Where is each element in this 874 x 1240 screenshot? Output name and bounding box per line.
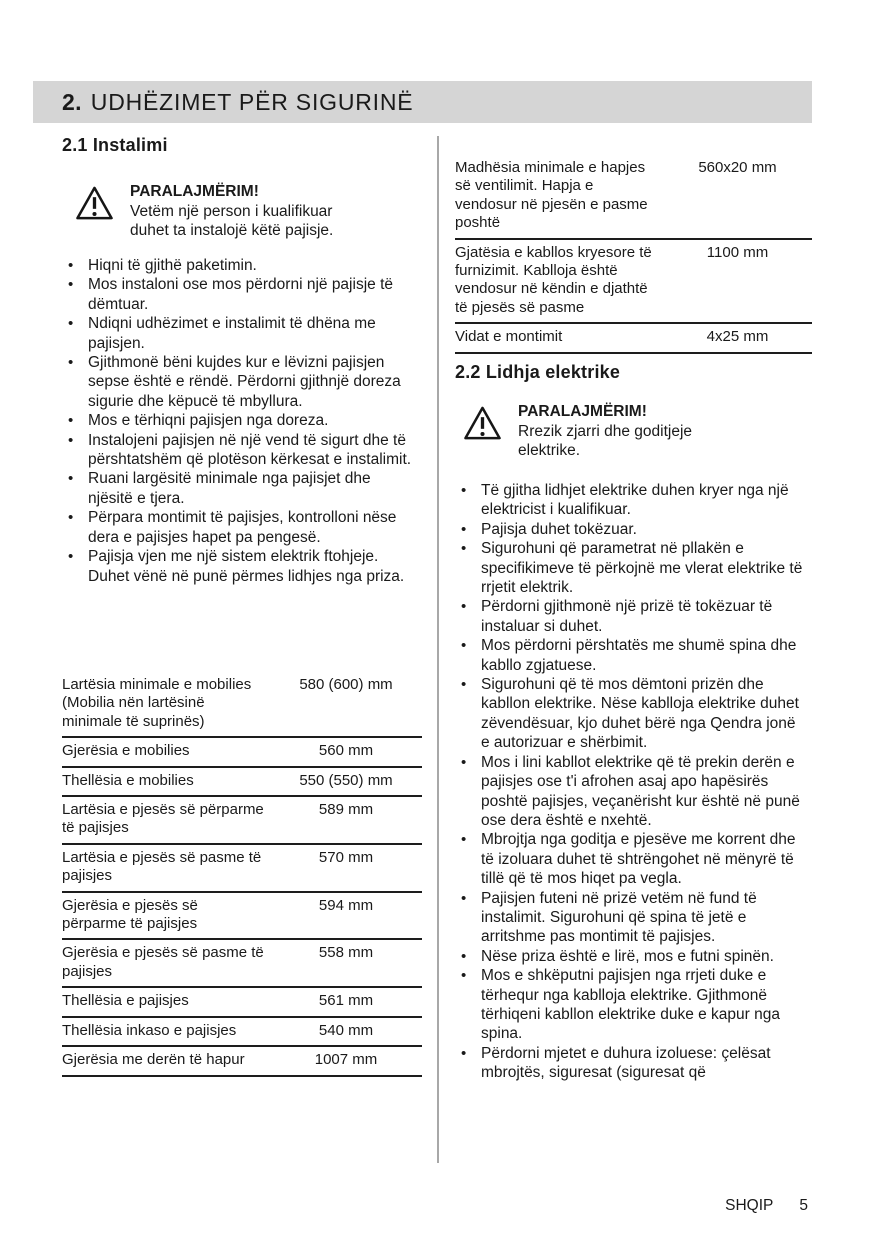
- warning-title: PARALAJMËRIM!: [130, 183, 259, 200]
- installation-bullet-list: [62, 256, 416, 586]
- table-row: [62, 939, 422, 987]
- table-row: [62, 844, 422, 892]
- table-row: [62, 796, 422, 844]
- bullet-item: • Pajisja vjen me një sistem elektrik ftohjeje. Duhet vënë në punë përmes lidhjes nga priza.: [62, 547, 416, 586]
- dimension-label: Lartësia minimale e mobilies (Mobilia nën lartësinë minimale të suprinës): [62, 672, 270, 737]
- dimension-value: 1007 mm: [270, 1046, 422, 1075]
- table-row: [455, 155, 812, 239]
- page-footer: [725, 1197, 808, 1215]
- dimension-value: 4x25 mm: [663, 323, 812, 352]
- bullet-item: • Përdorni gjithmonë një prizë të tokëzuar të instaluar si duhet.: [455, 597, 807, 636]
- dimension-value: 561 mm: [270, 987, 422, 1016]
- table-row: [62, 892, 422, 940]
- bullet-item: • Instalojeni pajisjen në një vend të sigurt dhe të përshtatshëm që plotëson kërkesat e instalimit.: [62, 431, 416, 470]
- bullet-item: • Ndiqni udhëzimet e instalimit të dhëna me pajisjen.: [62, 314, 416, 353]
- bullet-item: • Nëse priza është e lirë, mos e futni spinën.: [455, 947, 807, 966]
- table-row: [62, 987, 422, 1016]
- warning-triangle-icon: [75, 185, 114, 221]
- warning-title: PARALAJMËRIM!: [518, 403, 647, 420]
- bullet-item: • Gjithmonë bëni kujdes kur e lëvizni pajisjen sepse është e rëndë. Përdorni gjithnjë doreza sigurie dhe këpucë të mbyllura.: [62, 353, 416, 411]
- heading-installation: 2.1 Instalimi: [62, 135, 168, 155]
- bullet-item: • Pajisja duhet tokëzuar.: [455, 520, 807, 539]
- warning-text-block: [130, 182, 368, 241]
- bullet-item: • Mos e shkëputni pajisjen nga rrjeti duke e tërhequr nga kablloja elektrike. Gjithmonë tërhiqeni kabllon elektrike duke e kapur nga spina.: [455, 966, 807, 1044]
- section-title: UDHËZIMET PËR SIGURINË: [90, 88, 414, 115]
- dimension-value: 560 mm: [270, 737, 422, 766]
- section-header-bar: [33, 81, 812, 123]
- table-row: [62, 737, 422, 766]
- dimension-label: Gjerësia me derën të hapur: [62, 1046, 270, 1075]
- dimension-label: Gjerësia e pjesës së përparme të pajisjes: [62, 892, 270, 940]
- electrical-bullet-list: [455, 481, 807, 1083]
- column-divider: [437, 136, 439, 1163]
- dimension-value: 1100 mm: [663, 239, 812, 324]
- dimension-label: Lartësia e pjesës së përparme të pajisjes: [62, 796, 270, 844]
- table-row: [62, 767, 422, 796]
- bullet-item: • Mos i lini kabllot elektrike që të prekin derën e pajisjes ose t'i afrohen asaj apo hapësirës poshtë pajisjes, veçanërisht kur është në punë ose dera është e nxehtë.: [455, 753, 807, 831]
- bullet-item: • Pajisjen futeni në prizë vetëm në fund të instalimit. Sigurohuni që spina të jetë e arritshme pas montimit të pajisjes.: [455, 889, 807, 947]
- warning-text: Vetëm një person i kualifikuar duhet ta instalojë këtë pajisje.: [130, 202, 334, 239]
- bullet-item: • Sigurohuni që parametrat në pllakën e specifikimeve të përkojnë me vlerat elektrike të rrjetit elektrik.: [455, 539, 807, 597]
- section-number: 2.: [62, 88, 82, 115]
- dimension-value: 589 mm: [270, 796, 422, 844]
- dimension-value: 558 mm: [270, 939, 422, 987]
- table-row: [455, 239, 812, 324]
- dimension-label: Gjerësia e mobilies: [62, 737, 270, 766]
- bullet-item: • Mos instaloni ose mos përdorni një pajisje të dëmtuar.: [62, 275, 416, 314]
- dimension-label: Gjatësia e kabllos kryesore të furnizimit. Kablloja është vendosur në këndin e djathtë të pjesës së pasme: [455, 239, 663, 324]
- page-number: 5: [799, 1197, 808, 1214]
- installation-dimensions-table: [62, 672, 422, 1077]
- language-label: SHQIP: [725, 1197, 774, 1214]
- warning-text-block: [518, 402, 738, 461]
- bullet-item: • Të gjitha lidhjet elektrike duhen kryer nga një elektricist i kualifikuar.: [455, 481, 807, 520]
- dimension-value: 570 mm: [270, 844, 422, 892]
- bullet-item: • Mbrojtja nga goditja e pjesëve me korrent dhe të izoluara duhet të shtrëngohet në mënyrë të tillë që të mos hiqet pa vegla.: [455, 830, 807, 888]
- bullet-item: • Përdorni mjetet e duhura izoluese: çelësat mbrojtës, siguresat (siguresat që: [455, 1044, 807, 1083]
- dimension-label: Thellësia e mobilies: [62, 767, 270, 796]
- table-row: [62, 672, 422, 737]
- table-row: [455, 323, 812, 352]
- dimension-label: Thellësia e pajisjes: [62, 987, 270, 1016]
- dimension-value: 560x20 mm: [663, 155, 812, 239]
- dimension-value: 550 (550) mm: [270, 767, 422, 796]
- dimension-label: Thellësia inkaso e pajisjes: [62, 1017, 270, 1046]
- warning-electrical: [455, 402, 814, 461]
- bullet-item: • Ruani largësitë minimale nga pajisjet dhe njësitë e tjera.: [62, 469, 416, 508]
- dimension-value: 540 mm: [270, 1017, 422, 1046]
- dimension-label: Gjerësia e pjesës së pasme të pajisjes: [62, 939, 270, 987]
- bullet-item: • Sigurohuni që të mos dëmtoni prizën dhe kabllon elektrike. Nëse kablloja elektrike duhet zëvendësuar, kjo duhet bërë nga Qendra jonë e autorizuar e shërbimit.: [455, 675, 807, 753]
- dimension-label: Lartësia e pjesës së pasme të pajisjes: [62, 844, 270, 892]
- bullet-item: • Hiqni të gjithë paketimin.: [62, 256, 416, 275]
- table-row: [62, 1046, 422, 1075]
- bullet-item: • Mos përdorni përshtatës me shumë spina dhe kabllo zgjatuese.: [455, 636, 807, 675]
- electrical-dimensions-table: [455, 155, 812, 354]
- dimension-value: 580 (600) mm: [270, 672, 422, 737]
- bullet-item: • Përpara montimit të pajisjes, kontrolloni nëse dera e pajisjes hapet pa pengesë.: [62, 508, 416, 547]
- dimension-label: Madhësia minimale e hapjes së ventilimit. Hapja e vendosur në pjesën e pasme poshtë: [455, 155, 663, 239]
- warning-installation: [62, 182, 424, 241]
- dimension-label: Vidat e montimit: [455, 323, 663, 352]
- table-row: [62, 1017, 422, 1046]
- heading-electrical-connection: 2.2 Lidhja elektrike: [455, 362, 621, 382]
- dimension-value: 594 mm: [270, 892, 422, 940]
- warning-text: Rrezik zjarri dhe goditjeje elektrike.: [518, 422, 693, 459]
- warning-triangle-icon: [463, 405, 502, 441]
- bullet-item: • Mos e tërhiqni pajisjen nga doreza.: [62, 411, 416, 430]
